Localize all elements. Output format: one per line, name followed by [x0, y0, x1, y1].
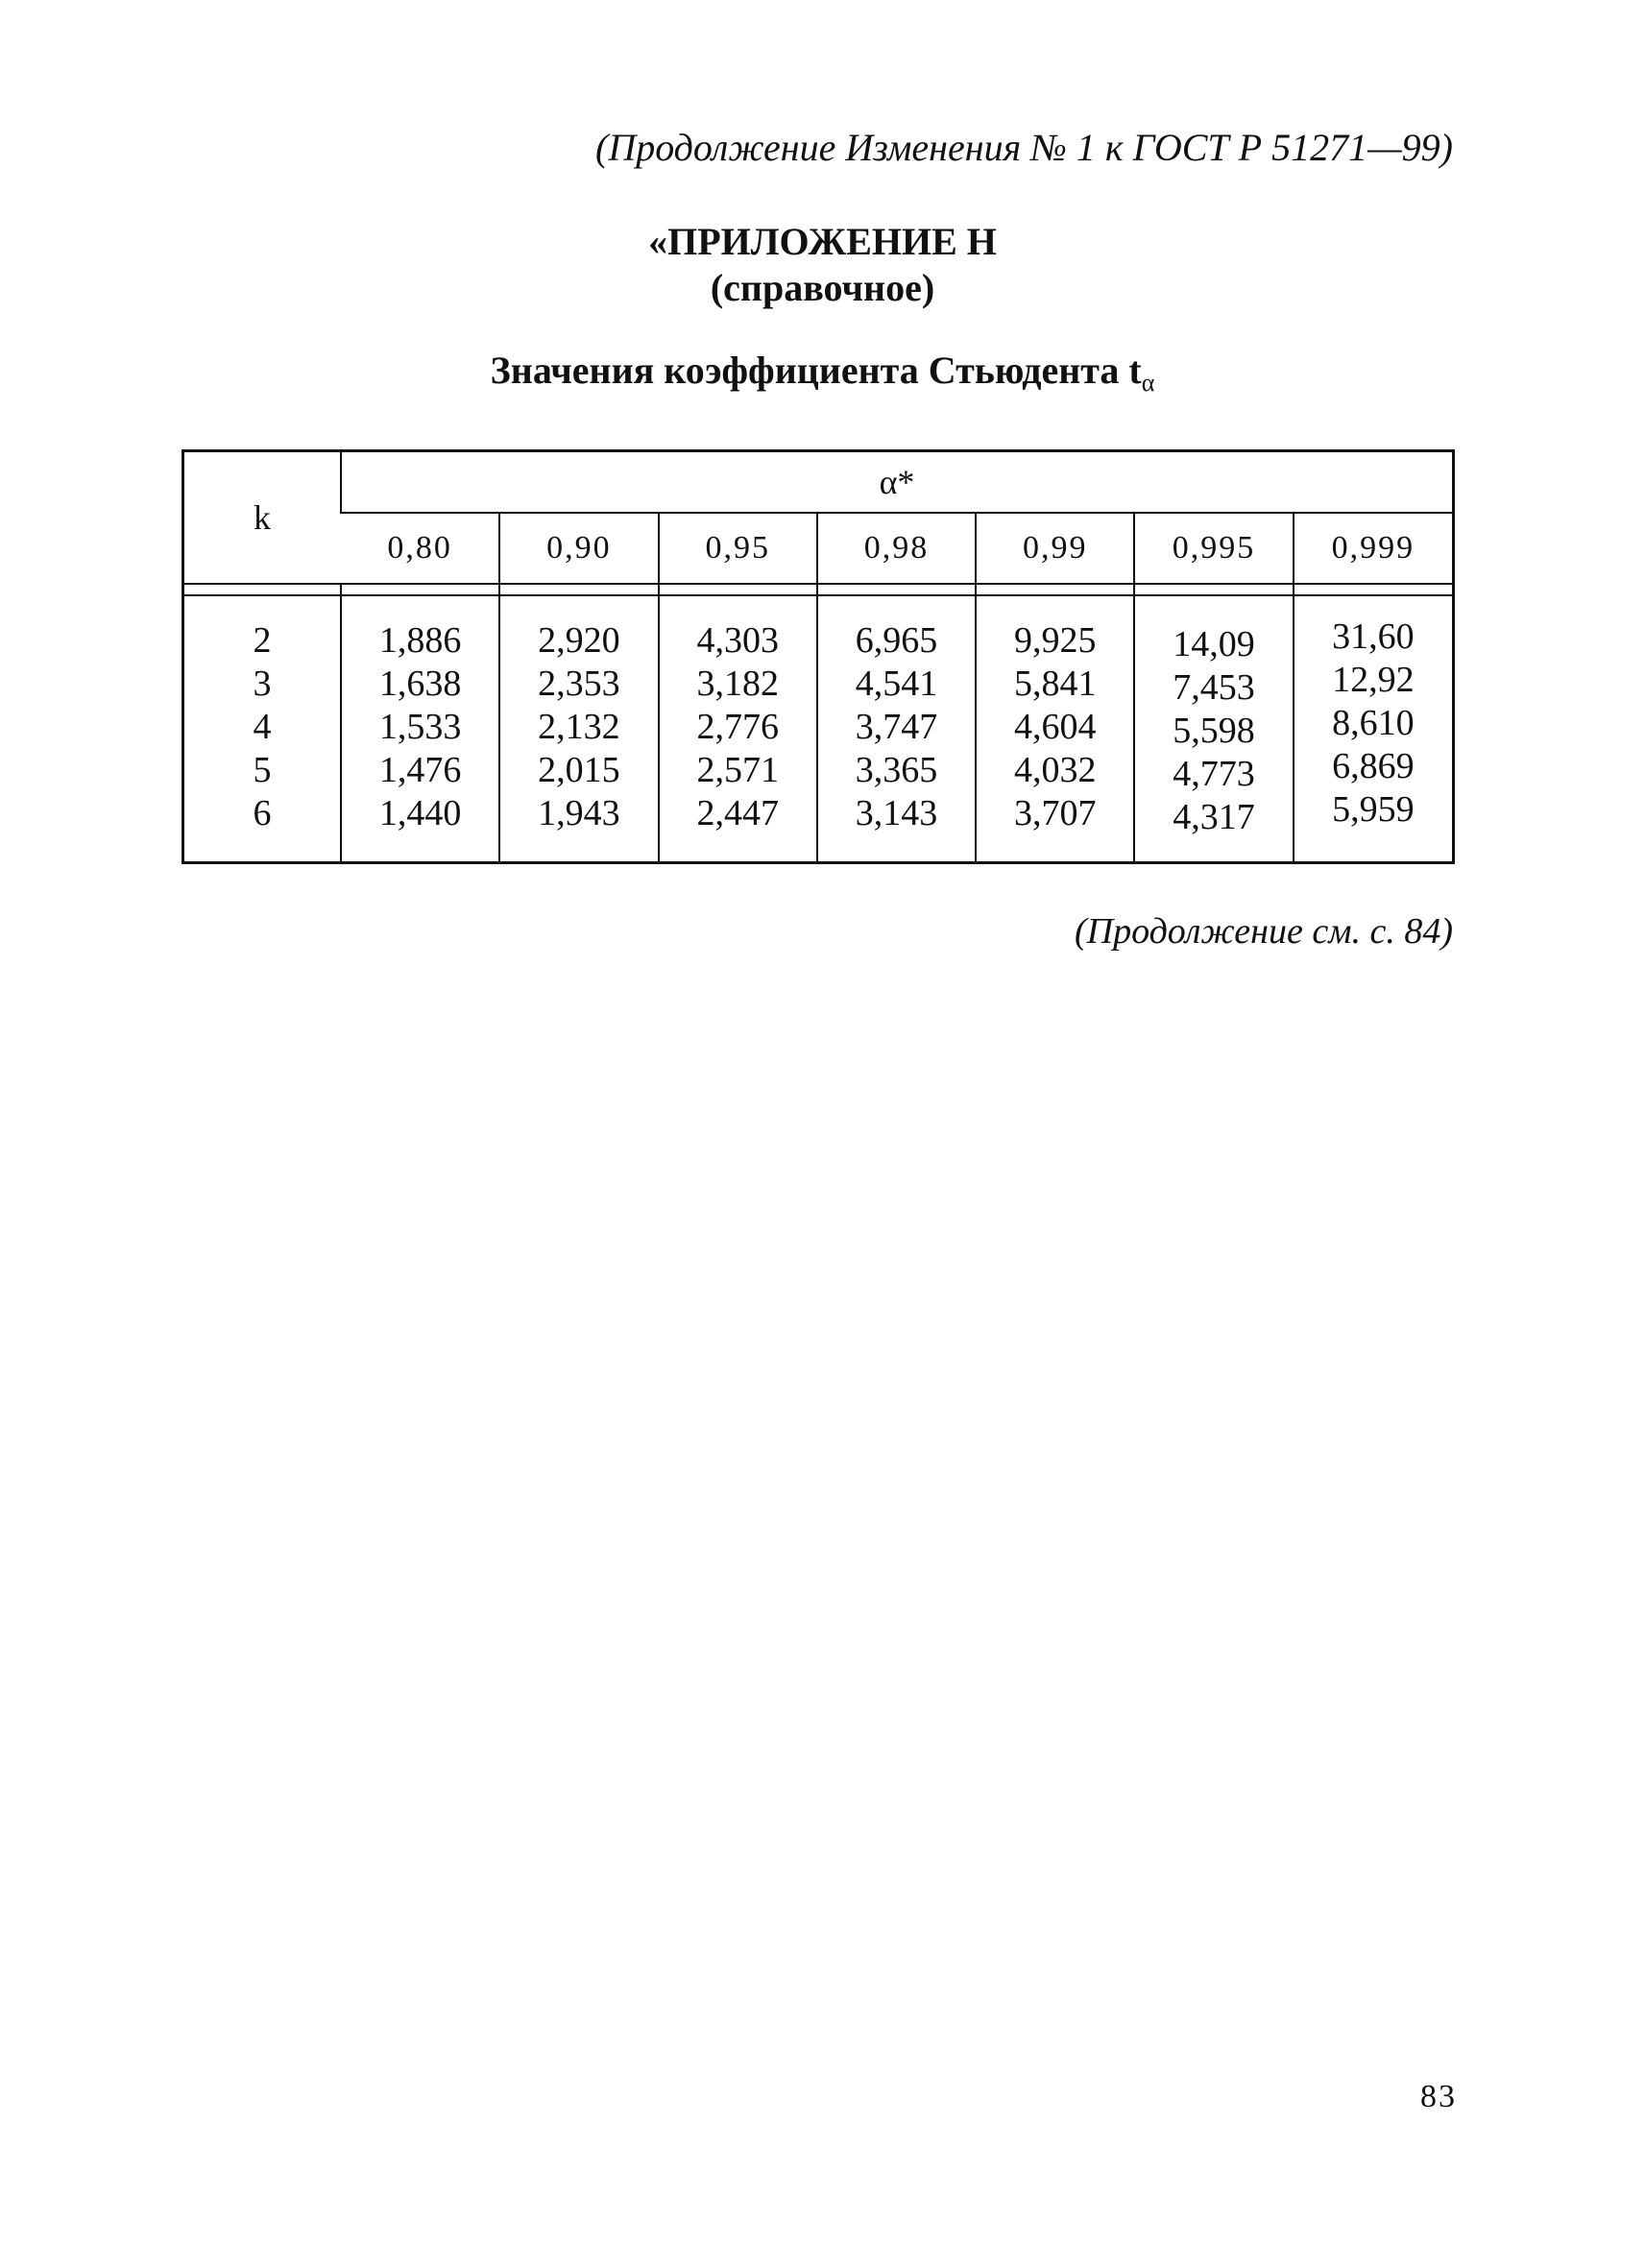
table-body-row — [184, 595, 1452, 861]
column-0-995-values — [1134, 595, 1293, 861]
header-separator — [184, 584, 1452, 595]
coefficient-value: 2,920 — [538, 620, 620, 661]
coefficient-value: 5,959 — [1332, 789, 1415, 830]
coefficient-value: 3,747 — [855, 707, 938, 747]
alpha-column-header: 0,995 — [1134, 513, 1293, 584]
coefficient-value: 2,353 — [538, 664, 620, 704]
coefficient-value: 1,638 — [378, 664, 462, 704]
separator-cell — [499, 584, 658, 595]
alpha-group-header: α* — [341, 452, 1452, 513]
column-0-99-values — [976, 595, 1134, 861]
coefficient-value: 4,604 — [1014, 707, 1097, 747]
coefficient-value: 1,476 — [378, 750, 462, 790]
page-number: 83 — [1420, 2079, 1457, 2114]
coefficient-value: 3,365 — [855, 750, 938, 790]
coefficient-value: 7,453 — [1173, 667, 1255, 708]
table-title — [0, 348, 1645, 398]
separator-cell — [1134, 584, 1293, 595]
coefficient-value: 3,707 — [1014, 793, 1097, 833]
coefficient-value: 1,440 — [378, 793, 462, 833]
alpha-column-header: 0,999 — [1294, 513, 1452, 584]
table-title-text: Значения коэффициента Стьюдента t — [490, 349, 1142, 392]
continuation-note-bottom: (Продолжение см. с. 84) — [1074, 911, 1453, 952]
k-value: 5 — [253, 750, 272, 790]
column-0-80-values — [341, 595, 499, 861]
column-0-90-values — [499, 595, 658, 861]
separator-cell — [659, 584, 817, 595]
alpha-column-header: 0,90 — [499, 513, 658, 584]
coefficient-value: 31,60 — [1332, 616, 1415, 657]
column-0-95-values — [659, 595, 817, 861]
coefficient-value: 12,92 — [1332, 660, 1415, 700]
k-values-cell — [184, 595, 341, 861]
coefficient-value: 5,841 — [1014, 664, 1097, 704]
coefficient-value: 4,317 — [1173, 797, 1255, 837]
coefficient-value: 2,132 — [538, 707, 620, 747]
header-row-alpha — [184, 452, 1452, 513]
alpha-column-header: 0,95 — [659, 513, 817, 584]
header-row-alpha-values — [184, 513, 1452, 584]
coefficient-value: 2,447 — [696, 793, 779, 833]
coefficient-value: 1,886 — [378, 620, 462, 661]
column-0-98-values — [817, 595, 976, 861]
coefficient-value: 1,943 — [538, 793, 620, 833]
separator-cell — [184, 584, 341, 595]
coefficient-value: 8,610 — [1332, 703, 1415, 743]
coefficient-value: 6,869 — [1332, 746, 1415, 786]
coefficient-value: 3,143 — [855, 793, 938, 833]
separator-cell — [817, 584, 976, 595]
coefficient-value: 2,776 — [696, 707, 779, 747]
data-table — [184, 452, 1452, 861]
alpha-column-header: 0,80 — [387, 530, 452, 566]
coefficient-value: 2,015 — [538, 750, 620, 790]
k-value: 6 — [253, 793, 272, 833]
coefficient-value: 5,598 — [1173, 711, 1255, 751]
coefficient-value: 4,541 — [855, 664, 938, 704]
continuation-note-top: (Продолжение Изменения № 1 к ГОСТ Р 51271—99) — [595, 126, 1453, 169]
annex-heading — [0, 219, 1645, 311]
coefficient-value: 1,533 — [378, 707, 462, 747]
coefficient-value: 4,303 — [696, 620, 779, 661]
coefficient-value: 4,773 — [1173, 754, 1255, 794]
alpha-column-header: 0,98 — [817, 513, 976, 584]
table-title-subscript: α — [1141, 369, 1155, 397]
column-0-999-values — [1294, 595, 1452, 861]
annex-subtitle: (справочное) — [710, 266, 935, 309]
coefficient-value: 2,571 — [696, 750, 779, 790]
separator-cell — [341, 584, 499, 595]
k-value: 3 — [253, 664, 272, 704]
coefficient-value: 4,032 — [1014, 750, 1097, 790]
separator-cell — [976, 584, 1134, 595]
k-value: 2 — [253, 620, 272, 661]
separator-cell — [1294, 584, 1452, 595]
alpha-column-header: 0,99 — [976, 513, 1134, 584]
coefficient-value: 3,182 — [696, 664, 779, 704]
k-value: 4 — [253, 707, 272, 747]
k-column-header: k — [254, 498, 271, 537]
coefficient-value: 6,965 — [855, 620, 938, 661]
coefficient-value: 14,09 — [1173, 624, 1255, 664]
annex-title: «ПРИЛОЖЕНИЕ Н — [648, 220, 997, 263]
student-coefficient-table — [181, 449, 1455, 864]
coefficient-value: 9,925 — [1014, 620, 1097, 661]
